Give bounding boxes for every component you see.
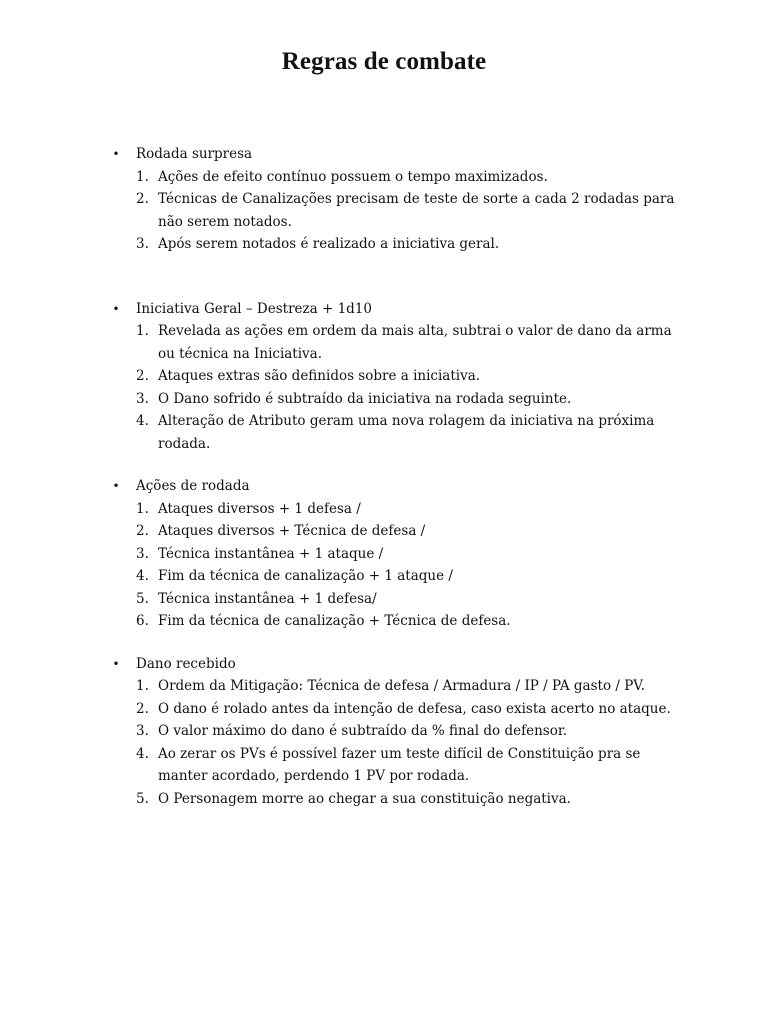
list-item: [108, 410, 688, 455]
rules-list: [108, 166, 688, 256]
item-number: 4.: [136, 568, 149, 584]
rules-sections: [108, 143, 688, 810]
section-heading: [108, 653, 688, 676]
item-number: 1.: [136, 168, 149, 185]
list-item: [108, 320, 688, 365]
item-text: Ao zerar os PVs é possível fazer um teste difícil de Constituição pra se manter acordado, perdendo 1 PV por rodada.: [158, 745, 641, 784]
list-item: [108, 188, 688, 233]
item-number: 3.: [136, 723, 149, 739]
item-number: 2.: [136, 523, 149, 539]
rules-list: [108, 498, 688, 633]
list-item: [108, 543, 688, 566]
bullet-icon: •: [112, 479, 120, 493]
item-number: 4.: [136, 745, 149, 762]
item-text: Fim da técnica de canalização + Técnica de defesa.: [158, 613, 511, 629]
item-number: 3.: [136, 545, 149, 562]
item-text: Técnicas de Canalizações precisam de teste de sorte a cada 2 rodadas para não serem notados.: [158, 191, 675, 230]
list-item: [108, 720, 688, 743]
item-number: 5.: [136, 790, 149, 807]
section-rodada-surpresa: [108, 143, 688, 256]
item-number: 1.: [136, 323, 149, 339]
item-text: Técnica instantânea + 1 ataque /: [158, 545, 384, 562]
item-number: 3.: [136, 390, 149, 407]
bullet-icon: •: [112, 301, 120, 316]
section-heading-text: Dano recebido: [136, 655, 236, 672]
item-text: Ordem da Mitigação: Técnica de defesa / Armadura / IP / PA gasto / PV.: [158, 678, 645, 694]
list-item: [108, 565, 688, 588]
item-text: O dano é rolado antes da intenção de defesa, caso exista acerto no ataque.: [158, 700, 671, 717]
list-item: [108, 365, 688, 388]
list-item: [108, 610, 688, 633]
bullet-icon: •: [112, 147, 120, 161]
item-number: 1.: [136, 678, 149, 694]
bullet-icon: •: [112, 656, 120, 671]
list-item: [108, 166, 688, 189]
list-item: [108, 588, 688, 611]
item-number: 2.: [136, 700, 149, 717]
item-text: O Dano sofrido é subtraído da iniciativa na rodada seguinte.: [158, 390, 572, 407]
section-heading: [108, 143, 688, 166]
item-text: Alteração de Atributo geram uma nova rolagem da iniciativa na próxima rodada.: [158, 413, 655, 452]
item-text: Fim da técnica de canalização + 1 ataque /: [158, 568, 453, 584]
item-text: Ações de efeito contínuo possuem o tempo maximizados.: [158, 168, 548, 185]
item-text: O valor máximo do dano é subtraído da % final do defensor.: [158, 723, 568, 739]
rules-list: [108, 675, 688, 810]
list-item: [108, 675, 688, 698]
section-heading-text: Iniciativa Geral – Destreza + 1d10: [136, 300, 372, 317]
list-item: [108, 698, 688, 721]
list-item: [108, 788, 688, 811]
item-text: O Personagem morre ao chegar a sua constituição negativa.: [158, 790, 571, 807]
item-number: 2.: [136, 191, 149, 207]
section-heading: [108, 298, 688, 321]
page-title: Regras de combate: [281, 48, 487, 75]
item-number: 6.: [136, 613, 149, 629]
list-item: [108, 743, 688, 788]
item-number: 1.: [136, 500, 149, 517]
item-text: Ataques extras são definidos sobre a iniciativa.: [158, 368, 481, 384]
list-item: [108, 498, 688, 521]
item-number: 4.: [136, 413, 149, 429]
list-item: [108, 233, 688, 256]
item-number: 3.: [136, 236, 149, 252]
item-text: Ataques diversos + Técnica de defesa /: [158, 523, 426, 539]
item-text: Técnica instantânea + 1 defesa/: [158, 590, 377, 607]
rules-list: [108, 320, 688, 455]
section-acoes-de-rodada: [108, 475, 688, 633]
item-text: Revelada as ações em ordem da mais alta, subtrai o valor de dano da arma ou técnica na Iniciativa.: [158, 323, 672, 362]
section-dano-recebido: [108, 653, 688, 811]
section-heading-text: Ações de rodada: [136, 478, 250, 494]
section-heading: [108, 475, 688, 498]
list-item: [108, 388, 688, 411]
item-text: Ataques diversos + 1 defesa /: [158, 500, 361, 517]
item-number: 2.: [136, 368, 149, 384]
section-iniciativa-geral: [108, 298, 688, 456]
item-number: 5.: [136, 590, 149, 607]
section-heading-text: Rodada surpresa: [136, 146, 253, 162]
item-text: Após serem notados é realizado a iniciativa geral.: [158, 236, 500, 252]
list-item: [108, 520, 688, 543]
